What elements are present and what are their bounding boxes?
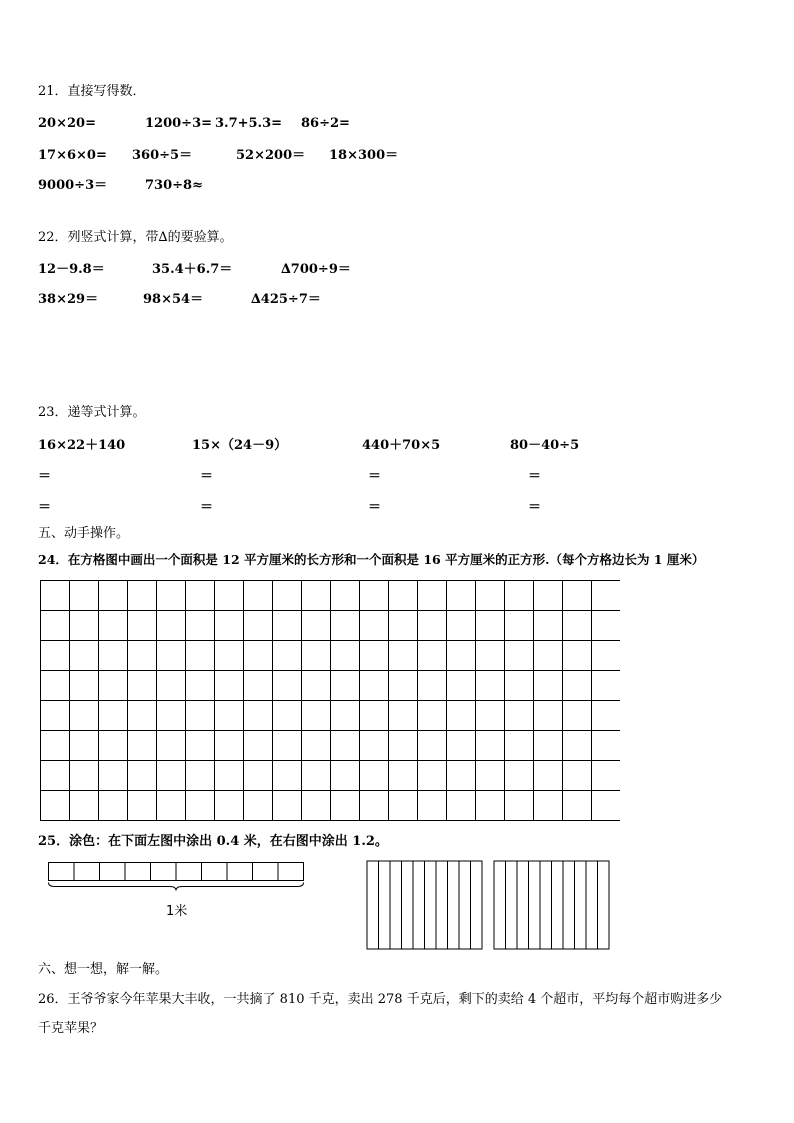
grid-cell[interactable]	[99, 761, 128, 791]
grid-cell[interactable]	[244, 671, 273, 701]
grid-cell[interactable]	[592, 611, 621, 641]
grid-cell[interactable]	[389, 731, 418, 761]
grid-cell[interactable]	[70, 611, 99, 641]
grid-cell[interactable]	[534, 701, 563, 731]
grid-cell[interactable]	[99, 731, 128, 761]
grid-cell[interactable]	[418, 641, 447, 671]
strip[interactable]	[494, 861, 506, 949]
grid-cell[interactable]	[273, 731, 302, 761]
grid-cell[interactable]	[128, 791, 157, 821]
grid-cell[interactable]	[389, 641, 418, 671]
grid-cell[interactable]	[360, 731, 389, 761]
grid-cell[interactable]	[157, 611, 186, 641]
grid-cell[interactable]	[563, 641, 592, 671]
grid-cell[interactable]	[360, 671, 389, 701]
grid-cell[interactable]	[70, 671, 99, 701]
grid-cell[interactable]	[302, 731, 331, 761]
q22-item: 98×54＝	[143, 292, 204, 307]
q22-item: 12－9.8＝	[38, 262, 105, 277]
strip[interactable]	[471, 861, 483, 949]
grid-cell[interactable]	[447, 611, 476, 641]
strip[interactable]	[459, 861, 471, 949]
grid-cell[interactable]	[389, 671, 418, 701]
grid-cell[interactable]	[157, 581, 186, 611]
grid-cell[interactable]	[41, 611, 70, 641]
equals-sign: ＝	[368, 469, 382, 484]
strip[interactable]	[529, 861, 541, 949]
equals-sign: ＝	[200, 469, 214, 484]
grid-cell[interactable]	[534, 791, 563, 821]
section-6-title: 六、想一想，解一解。	[38, 962, 169, 977]
grid-cell[interactable]	[592, 791, 621, 821]
q26-text-line-2: 千克苹果？	[38, 1021, 104, 1036]
q22-item: 38×29＝	[38, 292, 99, 307]
strip[interactable]	[413, 861, 425, 949]
grid-cell[interactable]	[215, 701, 244, 731]
grid-cell[interactable]	[505, 611, 534, 641]
grid-cell[interactable]	[99, 641, 128, 671]
bar-segment[interactable]	[202, 863, 228, 881]
grid-cell[interactable]	[476, 761, 505, 791]
q21-item: 730÷8≈	[145, 178, 203, 193]
bar-segment[interactable]	[125, 863, 151, 881]
grid-cell[interactable]	[273, 791, 302, 821]
q23-expression: 440＋70×5	[362, 438, 441, 453]
bar-segment[interactable]	[49, 863, 75, 881]
grid-cell[interactable]	[244, 581, 273, 611]
q22-item: ∆425÷7＝	[251, 292, 321, 307]
grid-cell[interactable]	[99, 791, 128, 821]
grid-cell[interactable]	[41, 761, 70, 791]
q21-item: 9000÷3＝	[38, 178, 108, 193]
strip[interactable]	[517, 861, 529, 949]
grid-cell[interactable]	[360, 701, 389, 731]
square-grid[interactable]	[40, 580, 620, 822]
grid-cell[interactable]	[447, 641, 476, 671]
q24-title: 24．在方格图中画出一个面积是 12 平方厘米的长方形和一个面积是 16 平方厘米的正方形.（每个方格边长为 1 厘米）	[38, 552, 705, 567]
q21-item: 3.7+5.3=	[215, 116, 283, 131]
equals-sign: ＝	[528, 500, 542, 515]
bar-segment[interactable]	[151, 863, 177, 881]
grid-cell[interactable]	[389, 791, 418, 821]
grid-cell[interactable]	[128, 701, 157, 731]
section-5-title: 五、动手操作。	[38, 526, 130, 541]
grid-cell[interactable]	[592, 761, 621, 791]
grid-cell[interactable]	[70, 761, 99, 791]
grid-cell[interactable]	[331, 671, 360, 701]
q23-title: 23．递等式计算。	[38, 405, 146, 420]
grid-cell[interactable]	[186, 731, 215, 761]
grid-cell[interactable]	[360, 641, 389, 671]
grid-cell[interactable]	[99, 701, 128, 731]
grid-cell[interactable]	[157, 641, 186, 671]
grid-cell[interactable]	[447, 581, 476, 611]
grid-cell[interactable]	[563, 671, 592, 701]
grid-cell[interactable]	[534, 731, 563, 761]
grid-cell[interactable]	[360, 611, 389, 641]
grid-cell[interactable]	[244, 701, 273, 731]
grid-cell[interactable]	[534, 641, 563, 671]
strip[interactable]	[586, 861, 598, 949]
q21-title: 21．直接写得数．	[38, 84, 146, 99]
q21-item: 17×6×0=	[38, 148, 107, 163]
grid-cell[interactable]	[215, 731, 244, 761]
grid-cell[interactable]	[302, 611, 331, 641]
grid-cell[interactable]	[534, 581, 563, 611]
strip[interactable]	[448, 861, 460, 949]
strip[interactable]	[598, 861, 610, 949]
q23-expression: 80－40÷5	[510, 438, 580, 453]
grid-cell[interactable]	[418, 611, 447, 641]
q21-item: 1200÷3=	[145, 116, 213, 131]
grid-cell[interactable]	[592, 581, 621, 611]
grid-cell[interactable]	[273, 761, 302, 791]
grid-cell[interactable]	[418, 731, 447, 761]
grid-cell[interactable]	[215, 641, 244, 671]
grid-cell[interactable]	[331, 611, 360, 641]
grid-cell[interactable]	[244, 791, 273, 821]
equals-sign: ＝	[528, 469, 542, 484]
grid-cell[interactable]	[157, 791, 186, 821]
grid-cell[interactable]	[389, 611, 418, 641]
grid-cell[interactable]	[215, 671, 244, 701]
grid-cell[interactable]	[447, 731, 476, 761]
strip[interactable]	[402, 861, 414, 949]
grid-cell[interactable]	[476, 671, 505, 701]
grid-cell[interactable]	[244, 641, 273, 671]
grid-cell[interactable]	[592, 701, 621, 731]
grid-cell[interactable]	[563, 611, 592, 641]
q25-title: 25．涂色：在下面左图中涂出 0.4 米，在右图中涂出 1.2。	[38, 834, 388, 849]
grid-cell[interactable]	[157, 701, 186, 731]
grid-cell[interactable]	[302, 641, 331, 671]
grid-cell[interactable]	[186, 581, 215, 611]
grid-cell[interactable]	[244, 731, 273, 761]
bar-segment[interactable]	[74, 863, 100, 881]
grid-cell[interactable]	[41, 671, 70, 701]
strip[interactable]	[552, 861, 564, 949]
grid-cell[interactable]	[389, 581, 418, 611]
grid-cell[interactable]	[476, 581, 505, 611]
q22-title: 22．列竖式计算，带∆的要验算。	[38, 230, 233, 245]
grid-cell[interactable]	[447, 701, 476, 731]
grid-cell[interactable]	[215, 791, 244, 821]
grid-cell[interactable]	[186, 791, 215, 821]
grid-cell[interactable]	[592, 641, 621, 671]
grid-cell[interactable]	[360, 761, 389, 791]
q26-text-line-1: 26．王爷爷家今年苹果大丰收，一共摘了 810 千克，卖出 278 千克后，剩下的卖给 4 个超市，平均每个超市购进多少	[38, 992, 723, 1007]
grid-cell[interactable]	[99, 671, 128, 701]
q21-item: 18×300＝	[329, 148, 399, 163]
grid-cell[interactable]	[41, 641, 70, 671]
grid-cell[interactable]	[128, 641, 157, 671]
grid-cell[interactable]	[563, 791, 592, 821]
grid-cell[interactable]	[70, 731, 99, 761]
bar-segment[interactable]	[227, 863, 253, 881]
grid-cell[interactable]	[592, 731, 621, 761]
strip[interactable]	[540, 861, 552, 949]
grid-cell[interactable]	[41, 731, 70, 761]
grid-cell[interactable]	[331, 641, 360, 671]
grid-cell[interactable]	[186, 671, 215, 701]
grid-cell[interactable]	[273, 581, 302, 611]
grid-cell[interactable]	[41, 791, 70, 821]
grid-cell[interactable]	[534, 611, 563, 641]
grid-cell[interactable]	[215, 581, 244, 611]
grid-cell[interactable]	[476, 641, 505, 671]
grid-cell[interactable]	[302, 791, 331, 821]
grid-cell[interactable]	[70, 581, 99, 611]
grid-cell[interactable]	[447, 761, 476, 791]
grid-cell[interactable]	[447, 791, 476, 821]
grid-cell[interactable]	[273, 701, 302, 731]
q21-item: 360÷5＝	[132, 148, 193, 163]
grid-cell[interactable]	[70, 701, 99, 731]
grid-cell[interactable]	[99, 581, 128, 611]
equals-sign: ＝	[368, 500, 382, 515]
grid-cell[interactable]	[157, 731, 186, 761]
grid-cell[interactable]	[534, 761, 563, 791]
grid-cell[interactable]	[418, 761, 447, 791]
grid-cell[interactable]	[476, 701, 505, 731]
grid-cell[interactable]	[70, 791, 99, 821]
grid-cell[interactable]	[389, 761, 418, 791]
grid-cell[interactable]	[244, 761, 273, 791]
grid-cell[interactable]	[302, 761, 331, 791]
grid-cell[interactable]	[128, 671, 157, 701]
grid-cell[interactable]	[476, 611, 505, 641]
grid-cell[interactable]	[563, 731, 592, 761]
strip[interactable]	[506, 861, 518, 949]
grid-cell[interactable]	[99, 611, 128, 641]
q21-item: 20×20=	[38, 116, 96, 131]
grid-cell[interactable]	[273, 641, 302, 671]
grid-cell[interactable]	[186, 761, 215, 791]
grid-cell[interactable]	[389, 701, 418, 731]
grid-cell[interactable]	[244, 611, 273, 641]
meter-bar-label: 1米	[166, 904, 188, 919]
grid-cell[interactable]	[128, 611, 157, 641]
grid-cell[interactable]	[534, 671, 563, 701]
grid-cell[interactable]	[128, 581, 157, 611]
strip[interactable]	[379, 861, 391, 949]
grid-cell[interactable]	[418, 701, 447, 731]
grid-cell[interactable]	[418, 581, 447, 611]
equals-sign: ＝	[200, 500, 214, 515]
grid-cell[interactable]	[273, 611, 302, 641]
grid-cell[interactable]	[41, 701, 70, 731]
grid-cell[interactable]	[505, 731, 534, 761]
grid-cell[interactable]	[447, 671, 476, 701]
strip[interactable]	[425, 861, 437, 949]
grid-cell[interactable]	[563, 581, 592, 611]
q21-item: 86÷2=	[301, 116, 350, 131]
strip[interactable]	[367, 861, 379, 949]
grid-cell[interactable]	[41, 581, 70, 611]
q23-expression: 15×（24－9）	[192, 438, 288, 453]
grid-cell[interactable]	[331, 731, 360, 761]
grid-cell[interactable]	[273, 671, 302, 701]
equals-sign: ＝	[38, 469, 52, 484]
bar-segment[interactable]	[100, 863, 126, 881]
grid-cell[interactable]	[476, 731, 505, 761]
grid-cell[interactable]	[186, 701, 215, 731]
strip-figure-left[interactable]	[366, 860, 484, 952]
grid-cell[interactable]	[157, 671, 186, 701]
grid-cell[interactable]	[157, 761, 186, 791]
grid-cell[interactable]	[186, 611, 215, 641]
grid-cell[interactable]	[186, 641, 215, 671]
grid-cell[interactable]	[476, 791, 505, 821]
grid-cell[interactable]	[505, 761, 534, 791]
grid-cell[interactable]	[215, 611, 244, 641]
grid-cell[interactable]	[128, 761, 157, 791]
grid-cell[interactable]	[331, 761, 360, 791]
grid-cell[interactable]	[331, 701, 360, 731]
grid-cell[interactable]	[505, 791, 534, 821]
strip[interactable]	[563, 861, 575, 949]
strip-figure-right[interactable]	[493, 860, 611, 952]
grid-cell[interactable]	[215, 761, 244, 791]
bar-segment[interactable]	[253, 863, 279, 881]
q22-item: 35.4＋6.7＝	[152, 262, 233, 277]
q22-item: ∆700÷9＝	[281, 262, 351, 277]
grid-cell[interactable]	[70, 641, 99, 671]
q23-expression: 16×22＋140	[38, 438, 126, 453]
strip[interactable]	[575, 861, 587, 949]
strip[interactable]	[436, 861, 448, 949]
bar-segment[interactable]	[176, 863, 202, 881]
meter-bar[interactable]	[46, 860, 312, 892]
q21-item: 52×200＝	[236, 148, 306, 163]
grid-cell[interactable]	[505, 581, 534, 611]
grid-cell[interactable]	[360, 791, 389, 821]
grid-cell[interactable]	[418, 671, 447, 701]
grid-cell[interactable]	[302, 581, 331, 611]
grid-cell[interactable]	[128, 731, 157, 761]
grid-cell[interactable]	[563, 701, 592, 731]
grid-cell[interactable]	[563, 761, 592, 791]
grid-cell[interactable]	[505, 671, 534, 701]
bar-segment[interactable]	[278, 863, 304, 881]
bar-brace	[49, 883, 304, 891]
grid-cell[interactable]	[418, 791, 447, 821]
equals-sign: ＝	[38, 500, 52, 515]
grid-cell[interactable]	[302, 701, 331, 731]
grid-cell[interactable]	[331, 791, 360, 821]
grid-cell[interactable]	[360, 581, 389, 611]
grid-cell[interactable]	[592, 671, 621, 701]
grid-cell[interactable]	[505, 641, 534, 671]
grid-cell[interactable]	[505, 701, 534, 731]
grid-cell[interactable]	[302, 671, 331, 701]
grid-cell[interactable]	[331, 581, 360, 611]
strip[interactable]	[390, 861, 402, 949]
